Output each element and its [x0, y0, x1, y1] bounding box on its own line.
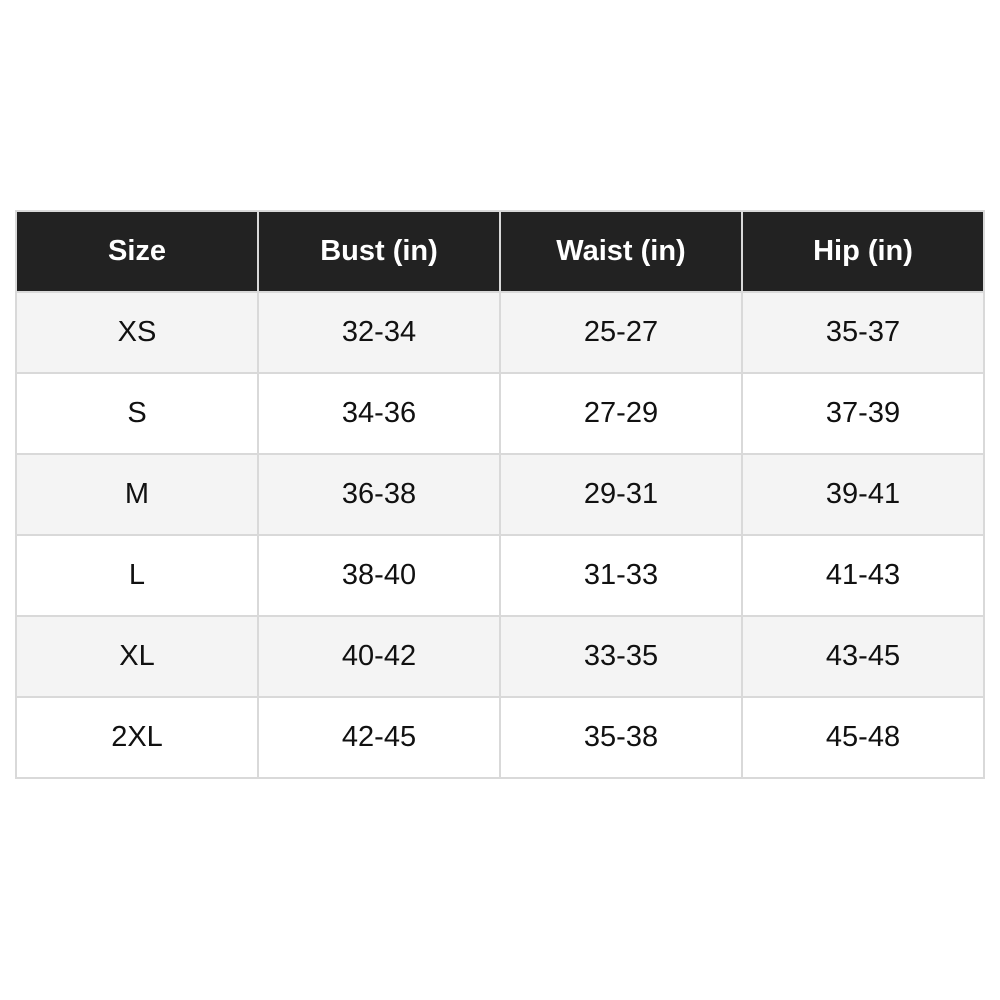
- hip-cell: 45-48: [742, 697, 984, 778]
- hip-cell: 37-39: [742, 373, 984, 454]
- bust-cell: 34-36: [258, 373, 500, 454]
- table-row: [16, 373, 984, 454]
- header-row: [16, 211, 984, 292]
- size-cell: S: [16, 373, 258, 454]
- table-header: [16, 211, 984, 292]
- header-bust: Bust (in): [258, 211, 500, 292]
- bust-cell: 42-45: [258, 697, 500, 778]
- size-cell: M: [16, 454, 258, 535]
- bust-cell: 38-40: [258, 535, 500, 616]
- size-cell: XS: [16, 292, 258, 373]
- table-row: [16, 454, 984, 535]
- table-row: [16, 697, 984, 778]
- table-row: [16, 616, 984, 697]
- bust-cell: 32-34: [258, 292, 500, 373]
- table-row: [16, 535, 984, 616]
- waist-cell: 33-35: [500, 616, 742, 697]
- table-body: [16, 292, 984, 778]
- header-hip: Hip (in): [742, 211, 984, 292]
- header-size: Size: [16, 211, 258, 292]
- header-waist: Waist (in): [500, 211, 742, 292]
- waist-cell: 29-31: [500, 454, 742, 535]
- size-chart-table: [15, 210, 985, 779]
- hip-cell: 41-43: [742, 535, 984, 616]
- hip-cell: 39-41: [742, 454, 984, 535]
- waist-cell: 27-29: [500, 373, 742, 454]
- bust-cell: 36-38: [258, 454, 500, 535]
- hip-cell: 35-37: [742, 292, 984, 373]
- waist-cell: 31-33: [500, 535, 742, 616]
- table-row: [16, 292, 984, 373]
- bust-cell: 40-42: [258, 616, 500, 697]
- size-cell: XL: [16, 616, 258, 697]
- waist-cell: 35-38: [500, 697, 742, 778]
- size-cell: L: [16, 535, 258, 616]
- hip-cell: 43-45: [742, 616, 984, 697]
- waist-cell: 25-27: [500, 292, 742, 373]
- size-cell: 2XL: [16, 697, 258, 778]
